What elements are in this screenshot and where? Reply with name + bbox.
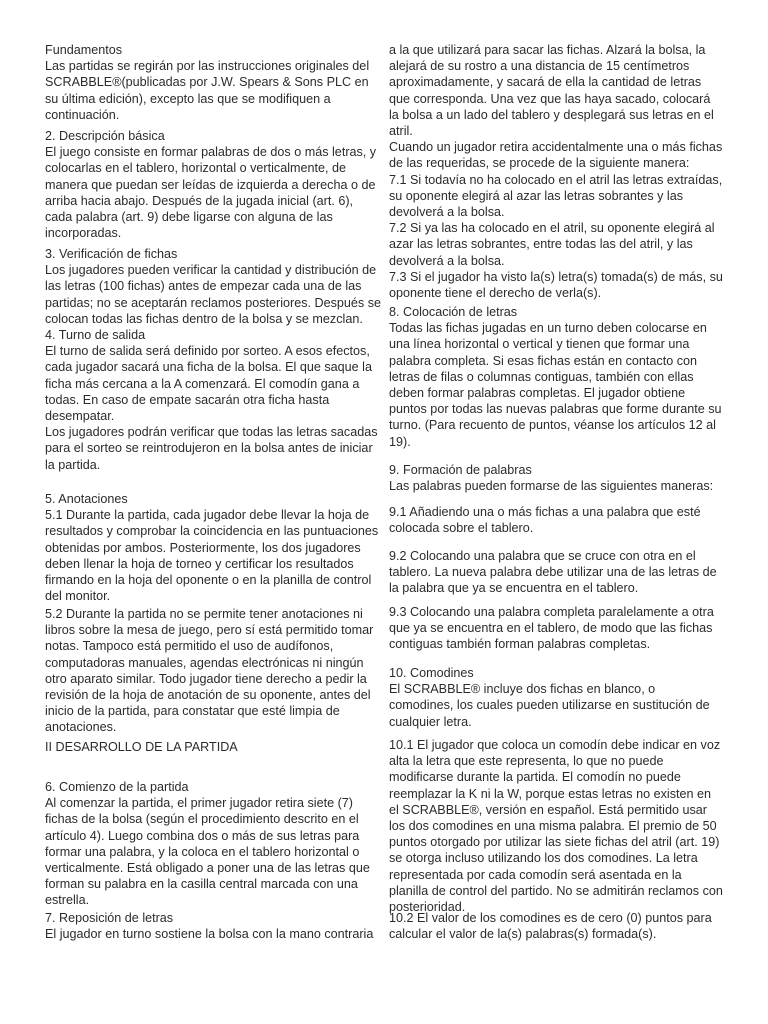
- section-6-comienzo: 6. Comienzo de la partida Al comenzar la partida, el primer jugador retira siete (7) fichas de la bolsa (según el procedimiento descrito en el artículo 4). Luego combina dos o más de sus letras para formar una palabra, y la coloca en el tablero horizontal o verticalmente. Está obligado a poner una de las letras que forman su palabra en la casilla central marcada con una estrella.: [45, 780, 370, 908]
- section-9-2: 9.2 Colocando una palabra que se cruce con otra en el tablero. La nueva palabra debe utilizar una de las letras de la palabra que ya se encuentra en el tablero.: [389, 549, 717, 596]
- section-10-2: 10.2 El valor de los comodines es de cero (0) puntos para calcular el valor de la(s) palabras(s) formada(s).: [389, 911, 712, 942]
- section-7-reposicion: 7. Reposición de letras El jugador en turno sostiene la bolsa con la mano contraria: [45, 911, 374, 942]
- section-10-comodines: 10. Comodines El SCRABBLE® incluye dos fichas en blanco, o comodines, los cuales pueden utilizarse en sustitución de cualquier letra.: [389, 666, 710, 729]
- section-8-colocacion: 8. Colocación de letras Todas las fichas jugadas en un turno deben colocarse en una línea horizontal o vertical y tienen que formar una palabra completa. Si esas fichas están en contacto con letras de filas o columnas contiguas, también con ellas deben formar palabras completas. El jugador obtiene puntos por todas las nuevas palabras que forme durante su turno. (Para recuento de puntos, véanse los artículos 12 al 19).: [389, 305, 722, 449]
- section-9-formacion: 9. Formación de palabras Las palabras pueden formarse de las siguientes maneras:: [389, 463, 714, 494]
- section-3-4-verificacion-turno: 3. Verificación de fichas Los jugadores pueden verificar la cantidad y distribución de las letras (100 fichas) antes de empezar cada una de las partidas; no se aceptarán reclamos posteriores. Después se colocan todas las fichas dentro de la bolsa y se mezclan. 4. Turno de salida El turno de salida será definido por sorteo. A esos efectos, cada jugador sacará una ficha de la bolsa. El que saque la ficha más cercana a la A comenzará. El comodín gana a todas. En caso de empate sacarán otra ficha hasta desempatar. Los jugadores podrán verificar que todas las letras sacadas para el sorteo se reintrodujeron en la bolsa antes de iniciar la partida.: [45, 247, 382, 472]
- section-5-2: 5.2 Durante la partida no se permite tener anotaciones ni libros sobre la mesa de juego, pero sí está permitido tomar notas. Tampoco está permitido el uso de audífonos, computadoras manuales, agendas electrónicas ni ningún otro aparato similar. Todo jugador tiene derecho a pedir la revisión de la hoja de anotación de su oponente, antes del inicio de la partida, para constatar que esté limpia de anotaciones.: [45, 607, 374, 735]
- section-10-1: 10.1 El jugador que coloca un comodín debe indicar en voz alta la letra que este representa, lo que no puede modificarse durante la partida. El comodín no puede reemplazar la K ni la W, porque estas letras no existen en el SCRABBLE®, versión en español. Está permitido usar los dos comodines en una misma palabra. El premio de 50 puntos otorgado por utilizar las siete fichas del atril (art. 19) se otorga incluso utilizando los dos comodines. La letra representada por cada comodín será asentada en la planilla de control del partido. No se admitirán reclamos con posterioridad.: [389, 738, 723, 915]
- section-7-continued: a la que utilizará para sacar las fichas. Alzará la bolsa, la alejará de su rostro a una distancia de 15 centímetros aproximadamente, y sacará de ella la cantidad de letras que corresponda. Una vez que las haya sacado, colocará la bolsa a un lado del tablero y desplegará sus letras en el atril. Cuando un jugador retira accidentalmente una o más fichas de las requeridas, se procede de la siguiente manera: 7.1 Si todavía no ha colocado en el atril las letras extraídas, su oponente elegirá al azar las letras sobrantes y las devolverá a la bolsa. 7.2 Si ya las ha colocado en el atril, su oponente elegirá al azar las letras sobrantes, entre todas las del atril, y las devolverá a la bolsa. 7.3 Si el jugador ha visto la(s) letra(s) tomada(s) de más, su oponente tiene el derecho de verla(s).: [389, 43, 723, 301]
- heading-desarrollo-partida: II DESARROLLO DE LA PARTIDA: [45, 740, 238, 754]
- section-9-3: 9.3 Colocando una palabra completa paralelamente a otra que ya se encuentra en el tablero, de modo que las fichas contiguas también forman palabras completas.: [389, 605, 714, 652]
- section-9-1: 9.1 Añadiendo una o más fichas a una palabra que esté colocada sobre el tablero.: [389, 505, 701, 536]
- section-2-descripcion-basica: 2. Descripción básica El juego consiste en formar palabras de dos o más letras, y colocarlas en el tablero, horizontal o verticalmente, de manera que puedan ser leídas de izquierda a derecha o de arriba hacia abajo. Después de la jugada inicial (art. 6), cada palabra (art. 9) debe ligarse con alguna de las incorporadas.: [45, 129, 377, 241]
- section-5-anotaciones: 5. Anotaciones 5.1 Durante la partida, cada jugador debe llevar la hoja de resultados y comprobar la coincidencia en las puntuaciones obtenidas por ambos. Posteriormente, los dos jugadores deben llenar la hoja de torneo y certificar los resultados firmando en la hoja del oponente o en la planilla de control del monitor.: [45, 492, 379, 604]
- section-fundamentos: Fundamentos Las partidas se regirán por las instrucciones originales del SCRABBLE®(publicadas por J.W. Spears & Sons PLC en su última edición), excepto las que se modifiquen a continuación.: [45, 43, 370, 122]
